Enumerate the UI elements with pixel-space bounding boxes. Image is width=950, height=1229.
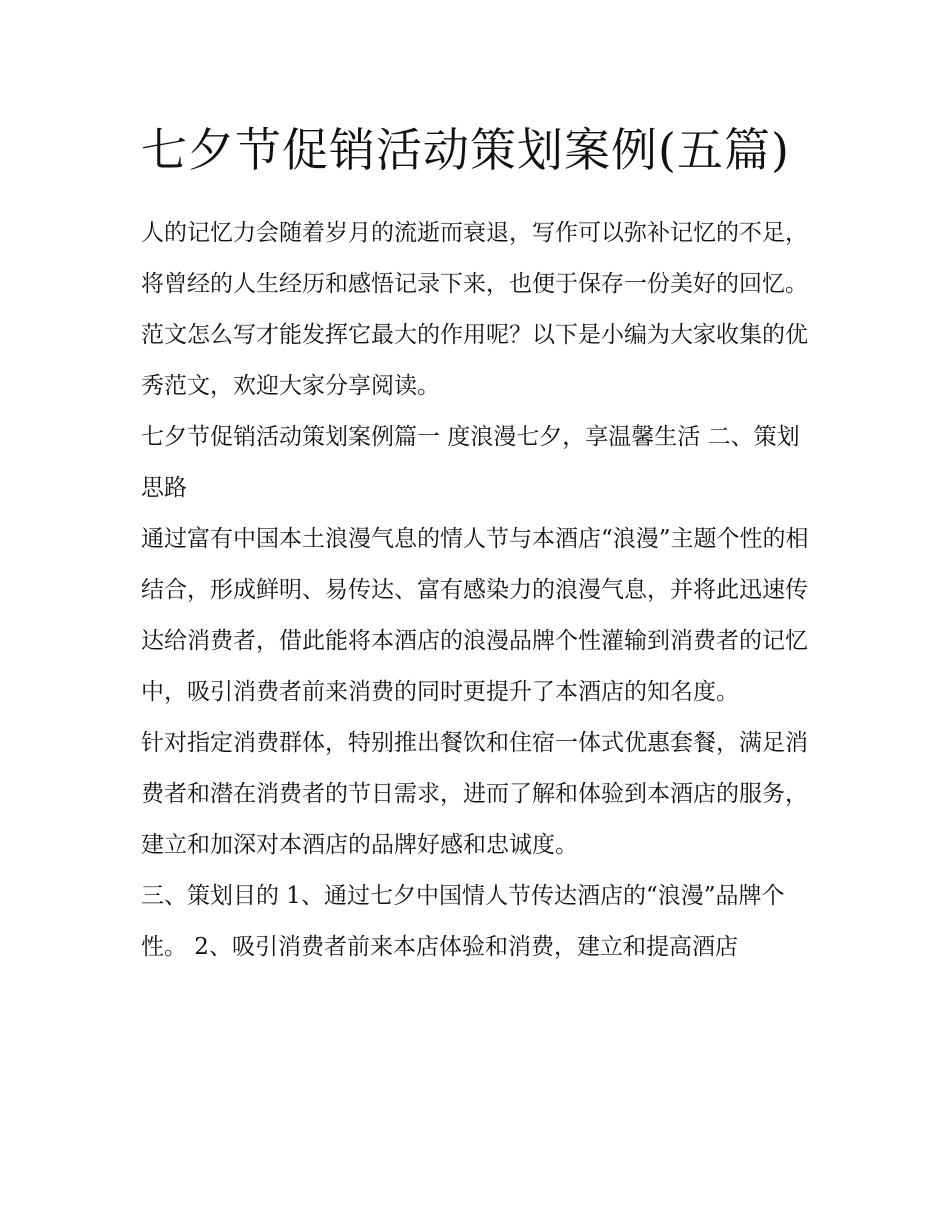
paragraph-planning-idea: 通过富有中国本土浪漫气息的情人节与本酒店“浪漫”主题个性的相结合，形成鲜明、易传达、富有感染力的浪漫气息，并将此迅速传达给消费者，借此能将本酒店的浪漫品牌个性灌输到消费者的记忆中，吸引消费者前来消费的同时更提升了本酒店的知名度。 <box>141 526 809 705</box>
paragraph-planning-purpose: 三、策划目的 1、通过七夕中国情人节传达酒店的“浪漫”品牌个性。 2、吸引消费者前来本店体验和消费，建立和提高酒店 <box>141 883 785 960</box>
document-title: 七夕节促销活动策划案例(五篇) <box>141 123 790 177</box>
document-body <box>141 112 813 973</box>
paragraph-case-one-heading: 七夕节促销活动策划案例篇一 度浪漫七夕，享温馨生活 二、策划思路 <box>141 424 800 501</box>
paragraph-intro: 人的记忆力会随着岁月的流逝而衰退，写作可以弥补记忆的不足，将曾经的人生经历和感悟记录下来，也便于保存一份美好的回忆。范文怎么写才能发挥它最大的作用呢？以下是小编为大家收集的优秀范文，欢迎大家分享阅读。 <box>141 220 808 399</box>
paragraph-target-consumers: 针对指定消费群体，特别推出餐饮和住宿一体式优惠套餐，满足消费者和潜在消费者的节日需求，进而了解和体验到本酒店的服务，建立和加深对本酒店的品牌好感和忠诚度。 <box>141 730 808 858</box>
